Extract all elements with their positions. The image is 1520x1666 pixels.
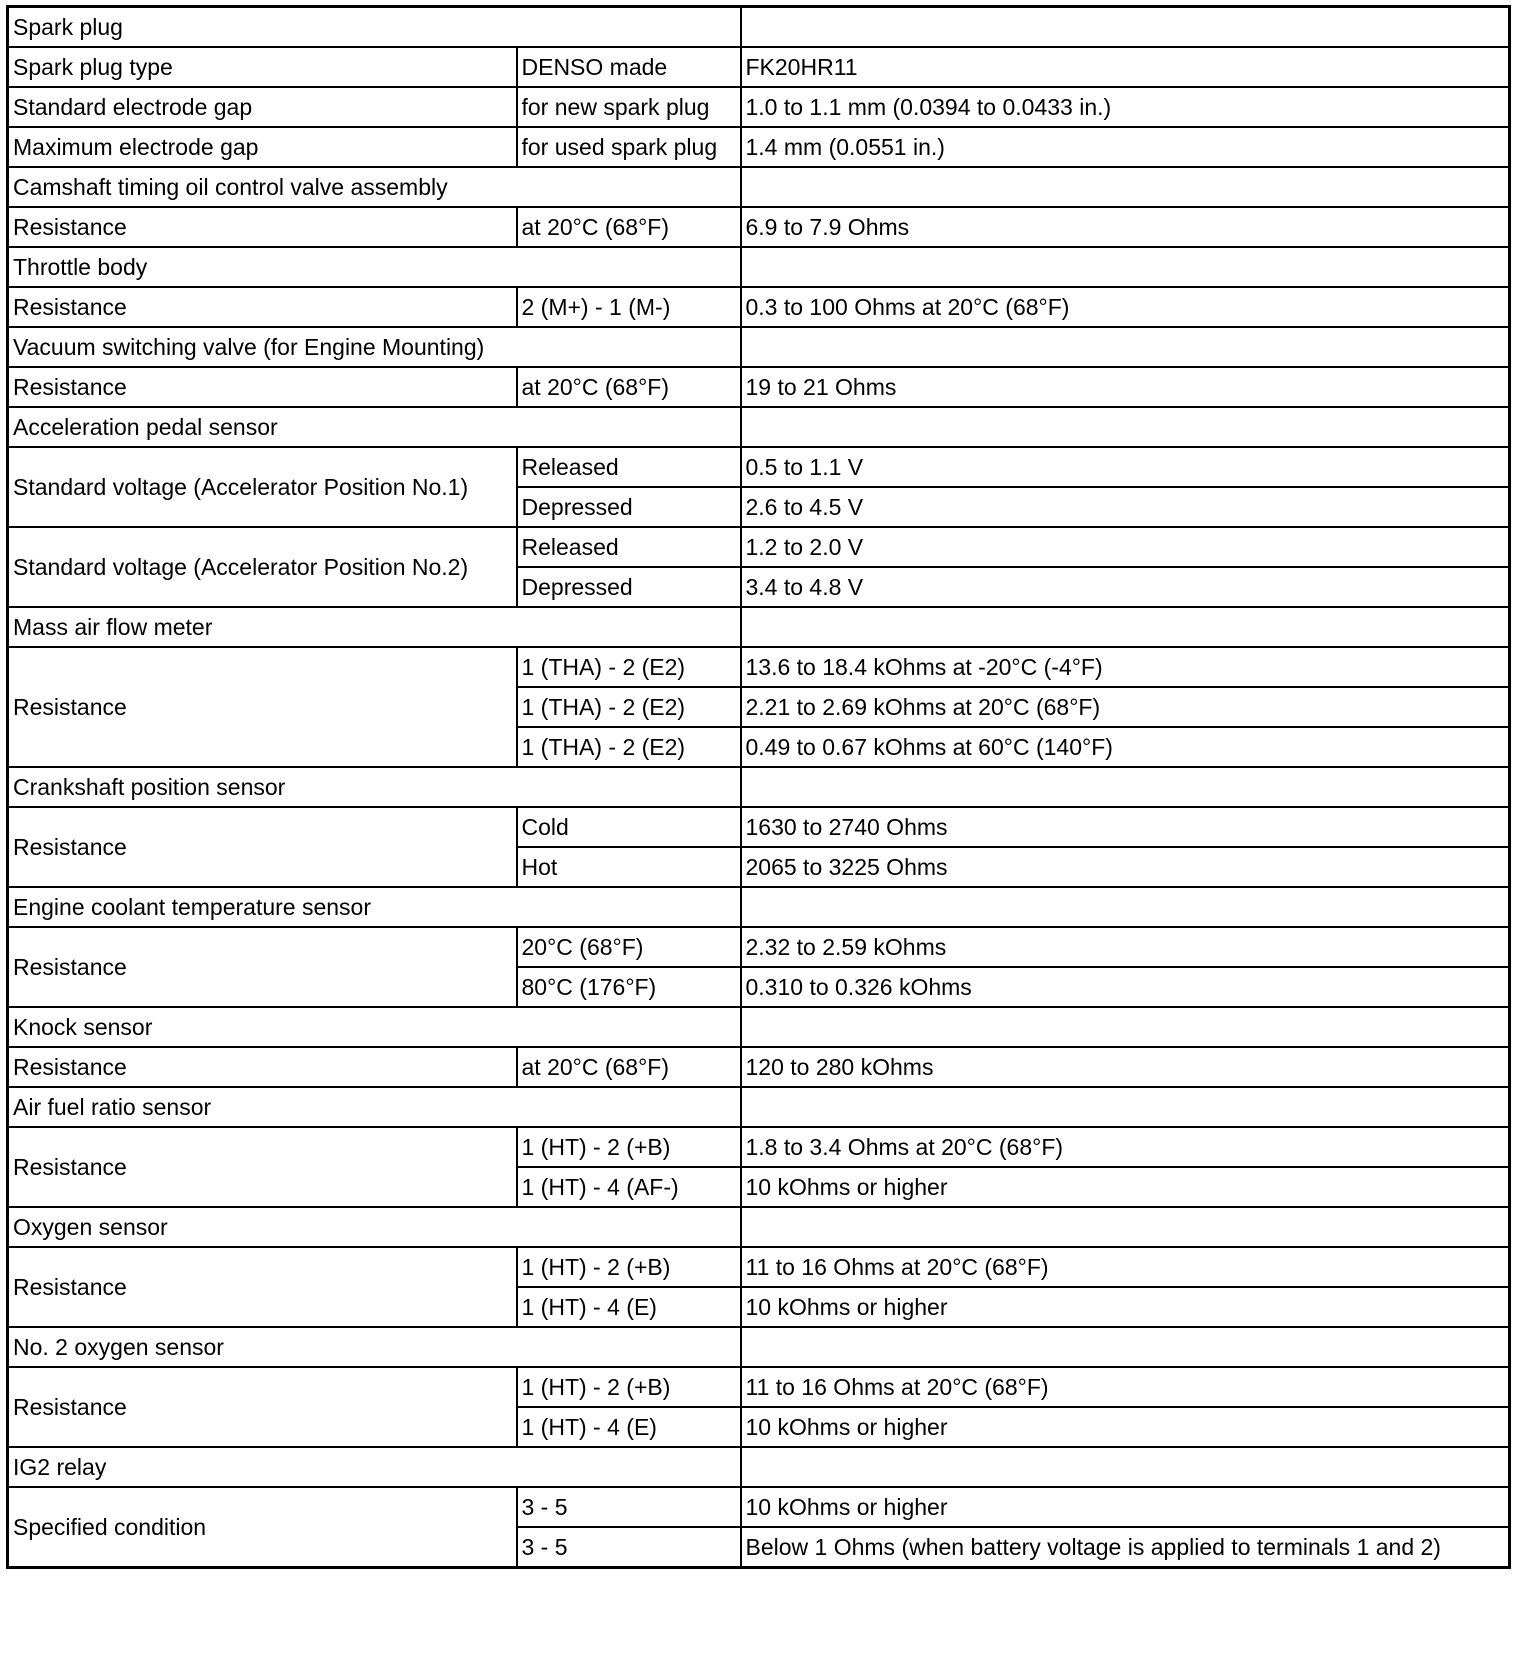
section-blank-cell <box>741 167 1510 207</box>
section-row <box>8 327 1510 367</box>
section-title: Mass air flow meter <box>8 607 741 647</box>
spec-value: Below 1 Ohms (when battery voltage is applied to terminals 1 and 2) <box>741 1527 1510 1568</box>
section-blank-cell <box>741 1327 1510 1367</box>
spec-condition: Released <box>517 527 741 567</box>
section-row <box>8 607 1510 647</box>
section-blank-cell <box>741 1087 1510 1127</box>
section-title: Knock sensor <box>8 1007 741 1047</box>
section-row <box>8 767 1510 807</box>
section-title: Acceleration pedal sensor <box>8 407 741 447</box>
spec-value: 11 to 16 Ohms at 20°C (68°F) <box>741 1367 1510 1407</box>
section-row <box>8 1327 1510 1367</box>
spec-condition: 1 (THA) - 2 (E2) <box>517 647 741 687</box>
spec-value: 11 to 16 Ohms at 20°C (68°F) <box>741 1247 1510 1287</box>
spec-row <box>8 1367 1510 1407</box>
spec-condition: 2 (M+) - 1 (M-) <box>517 287 741 327</box>
spec-value: 10 kOhms or higher <box>741 1407 1510 1447</box>
spec-value: 0.49 to 0.67 kOhms at 60°C (140°F) <box>741 727 1510 767</box>
section-title: Engine coolant temperature sensor <box>8 887 741 927</box>
section-blank-cell <box>741 1207 1510 1247</box>
section-row <box>8 247 1510 287</box>
section-row <box>8 407 1510 447</box>
spec-value: 120 to 280 kOhms <box>741 1047 1510 1087</box>
section-blank-cell <box>741 7 1510 48</box>
spec-condition: 1 (HT) - 4 (E) <box>517 1287 741 1327</box>
spec-row <box>8 927 1510 967</box>
spec-value: 1.0 to 1.1 mm (0.0394 to 0.0433 in.) <box>741 87 1510 127</box>
spec-condition: DENSO made <box>517 47 741 87</box>
section-blank-cell <box>741 887 1510 927</box>
spec-condition: at 20°C (68°F) <box>517 1047 741 1087</box>
spec-item-label: Resistance <box>8 1247 517 1327</box>
spec-item-label: Resistance <box>8 207 517 247</box>
spec-value: 10 kOhms or higher <box>741 1487 1510 1527</box>
section-blank-cell <box>741 247 1510 287</box>
spec-value: 6.9 to 7.9 Ohms <box>741 207 1510 247</box>
spec-item-label: Standard electrode gap <box>8 87 517 127</box>
spec-value: 2.6 to 4.5 V <box>741 487 1510 527</box>
spec-condition: for used spark plug <box>517 127 741 167</box>
spec-condition: 3 - 5 <box>517 1527 741 1568</box>
section-row <box>8 1207 1510 1247</box>
spec-value: 1630 to 2740 Ohms <box>741 807 1510 847</box>
spec-condition: 80°C (176°F) <box>517 967 741 1007</box>
section-row <box>8 167 1510 207</box>
section-title: IG2 relay <box>8 1447 741 1487</box>
spec-value: 13.6 to 18.4 kOhms at -20°C (-4°F) <box>741 647 1510 687</box>
section-row <box>8 7 1510 48</box>
spec-row <box>8 1487 1510 1527</box>
spec-item-label: Resistance <box>8 1127 517 1207</box>
spec-condition: 1 (THA) - 2 (E2) <box>517 687 741 727</box>
spec-value: 0.310 to 0.326 kOhms <box>741 967 1510 1007</box>
section-row <box>8 1007 1510 1047</box>
spec-value: 0.3 to 100 Ohms at 20°C (68°F) <box>741 287 1510 327</box>
spec-value: 19 to 21 Ohms <box>741 367 1510 407</box>
spec-row <box>8 47 1510 87</box>
spec-row <box>8 527 1510 567</box>
specification-table-body <box>8 7 1510 1568</box>
spec-item-label: Specified condition <box>8 1487 517 1568</box>
spec-value: 2.32 to 2.59 kOhms <box>741 927 1510 967</box>
spec-condition: 1 (HT) - 2 (+B) <box>517 1367 741 1407</box>
spec-row <box>8 127 1510 167</box>
spec-row <box>8 447 1510 487</box>
spec-value: 10 kOhms or higher <box>741 1287 1510 1327</box>
spec-value: 2065 to 3225 Ohms <box>741 847 1510 887</box>
spec-condition: 1 (HT) - 2 (+B) <box>517 1127 741 1167</box>
section-title: Crankshaft position sensor <box>8 767 741 807</box>
spec-condition: Cold <box>517 807 741 847</box>
spec-item-label: Spark plug type <box>8 47 517 87</box>
spec-item-label: Resistance <box>8 367 517 407</box>
spec-item-label: Resistance <box>8 927 517 1007</box>
spec-row <box>8 207 1510 247</box>
spec-item-label: Standard voltage (Accelerator Position No.1) <box>8 447 517 527</box>
spec-row <box>8 1247 1510 1287</box>
section-title: Camshaft timing oil control valve assembly <box>8 167 741 207</box>
section-title: Oxygen sensor <box>8 1207 741 1247</box>
spec-item-label: Resistance <box>8 1367 517 1447</box>
spec-condition: Depressed <box>517 567 741 607</box>
section-blank-cell <box>741 767 1510 807</box>
spec-condition: 1 (HT) - 4 (E) <box>517 1407 741 1447</box>
section-title: Vacuum switching valve (for Engine Mounting) <box>8 327 741 367</box>
spec-row <box>8 87 1510 127</box>
spec-condition: 20°C (68°F) <box>517 927 741 967</box>
spec-value: 10 kOhms or higher <box>741 1167 1510 1207</box>
specification-table <box>6 5 1511 1569</box>
spec-value: 1.8 to 3.4 Ohms at 20°C (68°F) <box>741 1127 1510 1167</box>
spec-row <box>8 1047 1510 1087</box>
spec-condition: at 20°C (68°F) <box>517 367 741 407</box>
spec-value: FK20HR11 <box>741 47 1510 87</box>
section-blank-cell <box>741 407 1510 447</box>
section-blank-cell <box>741 1447 1510 1487</box>
section-blank-cell <box>741 327 1510 367</box>
section-row <box>8 1447 1510 1487</box>
section-title: Throttle body <box>8 247 741 287</box>
section-title: Air fuel ratio sensor <box>8 1087 741 1127</box>
spec-condition: 1 (HT) - 4 (AF-) <box>517 1167 741 1207</box>
spec-value: 1.4 mm (0.0551 in.) <box>741 127 1510 167</box>
spec-item-label: Standard voltage (Accelerator Position No.2) <box>8 527 517 607</box>
spec-value: 0.5 to 1.1 V <box>741 447 1510 487</box>
spec-row <box>8 647 1510 687</box>
spec-item-label: Resistance <box>8 807 517 887</box>
section-row <box>8 887 1510 927</box>
spec-condition: 1 (HT) - 2 (+B) <box>517 1247 741 1287</box>
spec-condition: for new spark plug <box>517 87 741 127</box>
section-row <box>8 1087 1510 1127</box>
spec-row <box>8 287 1510 327</box>
spec-value: 2.21 to 2.69 kOhms at 20°C (68°F) <box>741 687 1510 727</box>
spec-condition: 3 - 5 <box>517 1487 741 1527</box>
spec-condition: Hot <box>517 847 741 887</box>
spec-item-label: Resistance <box>8 287 517 327</box>
section-title: Spark plug <box>8 7 741 48</box>
spec-row <box>8 1127 1510 1167</box>
section-blank-cell <box>741 607 1510 647</box>
spec-value: 1.2 to 2.0 V <box>741 527 1510 567</box>
spec-value: 3.4 to 4.8 V <box>741 567 1510 607</box>
spec-condition: at 20°C (68°F) <box>517 207 741 247</box>
spec-row <box>8 807 1510 847</box>
spec-item-label: Resistance <box>8 1047 517 1087</box>
spec-condition: 1 (THA) - 2 (E2) <box>517 727 741 767</box>
section-title: No. 2 oxygen sensor <box>8 1327 741 1367</box>
spec-condition: Depressed <box>517 487 741 527</box>
section-blank-cell <box>741 1007 1510 1047</box>
spec-row <box>8 367 1510 407</box>
spec-item-label: Resistance <box>8 647 517 767</box>
spec-item-label: Maximum electrode gap <box>8 127 517 167</box>
spec-condition: Released <box>517 447 741 487</box>
